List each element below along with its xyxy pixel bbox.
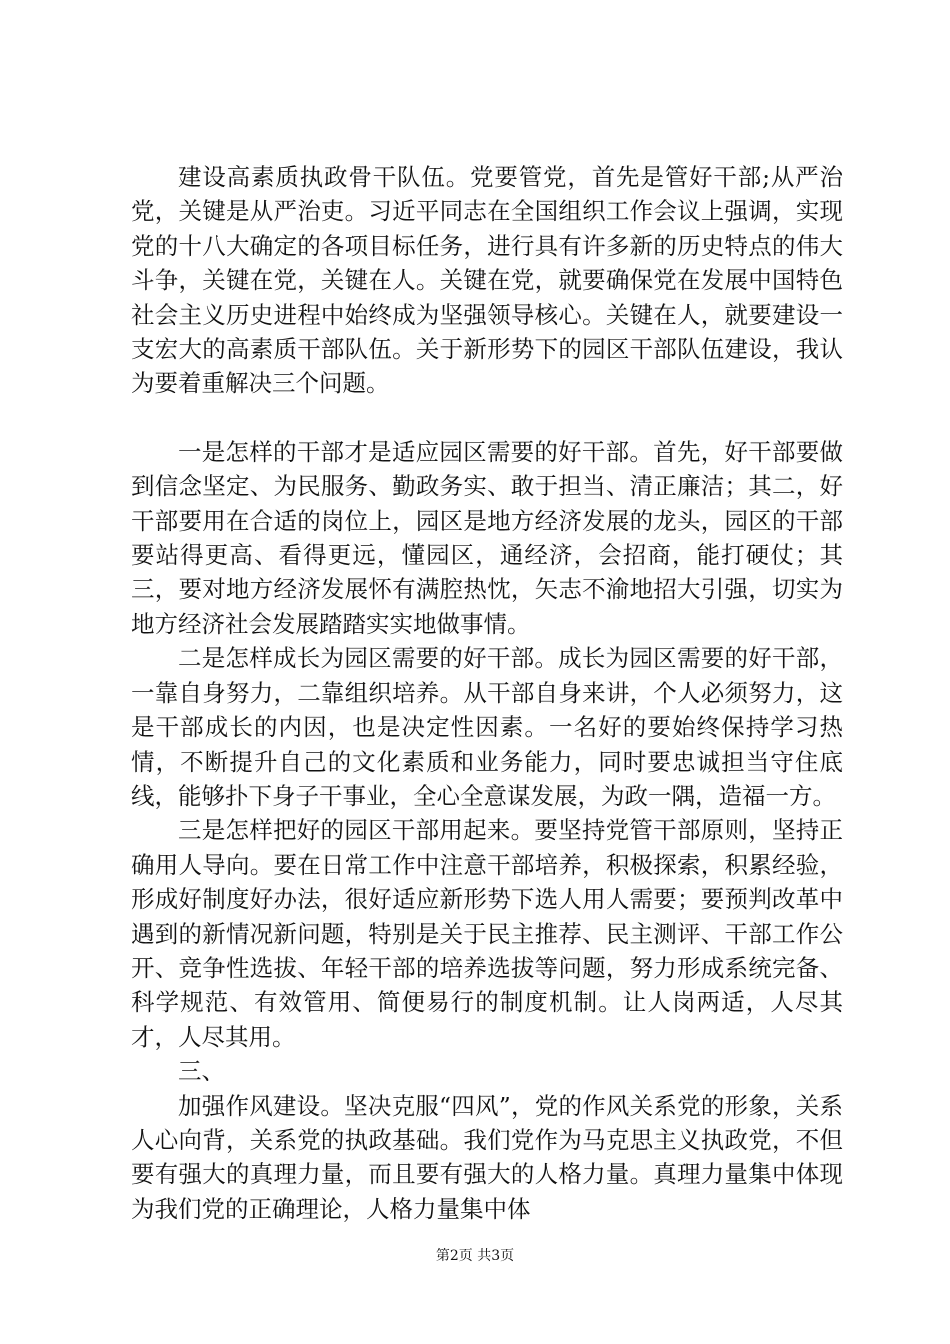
paragraph-point-three: 三是怎样把好的园区干部用起来。要坚持党管干部原则，坚持正确用人导向。要在日常工作中注意干部培养，积极探索，积累经验，形成好制度好办法，很好适应新形势下选人用人需要；要预判改革中遇到的新情况新问题，特别是关于民主推荐、民主测评、干部工作公开、竞争性选拔、年轻干部的培养选拔等问题，努力形成系统完备、科学规范、有效管用、简便易行的制度机制。让人岗两适，人尽其才，人尽其用。 [131,816,843,1051]
page-footer: 第2页 共3页 [435,1248,515,1264]
paragraph-intro: 建设高素质执政骨干队伍。党要管党，首先是管好干部;从严治党，关键是从严治吏。习近平同志在全国组织工作会议上强调，实现党的十八大确定的各项目标任务，进行具有许多新的历史特点的伟大斗争，关键在党，关键在人。关键在党，就要确保党在发展中国特色社会主义历史进程中始终成为坚强领导核心。关键在人，就要建设一支宏大的高素质干部队伍。关于新形势下的园区干部队伍建设，我认为要着重解决三个问题。 [131,163,843,398]
section-heading-three: 三、 [178,1057,225,1086]
paragraph-point-one: 一是怎样的干部才是适应园区需要的好干部。首先，好干部要做到信念坚定、为民服务、勤政务实、敢于担当、清正廉洁；其二，好干部要用在合适的岗位上，园区是地方经济发展的龙头，园区的干部要站得更高、看得更远，懂园区，通经济，会招商，能打硬仗；其三，要对地方经济发展怀有满腔热忱，矢志不渝地招大引强，切实为地方经济社会发展踏踏实实地做事情。 [131,437,843,638]
paragraph-point-two: 二是怎样成长为园区需要的好干部。成长为园区需要的好干部，一靠自身努力，二靠组织培养。从干部自身来讲，个人必须努力，这是干部成长的内因，也是决定性因素。一名好的要始终保持学习热情，不断提升自己的文化素质和业务能力，同时要忠诚担当守住底线，能够扑下身子干事业，全心全意谋发展，为政一隅，造福一方。 [131,644,843,810]
paragraph-gap [131,401,843,435]
paragraph-style-building: 加强作风建设。坚决克服“四风”，党的作风关系党的形象，关系人心向背，关系党的执政基础。我们党作为马克思主义执政党，不但要有强大的真理力量，而且要有强大的人格力量。真理力量集中体现为我们党的正确理论，人格力量集中体 [131,1091,843,1223]
document-body [131,160,843,1226]
